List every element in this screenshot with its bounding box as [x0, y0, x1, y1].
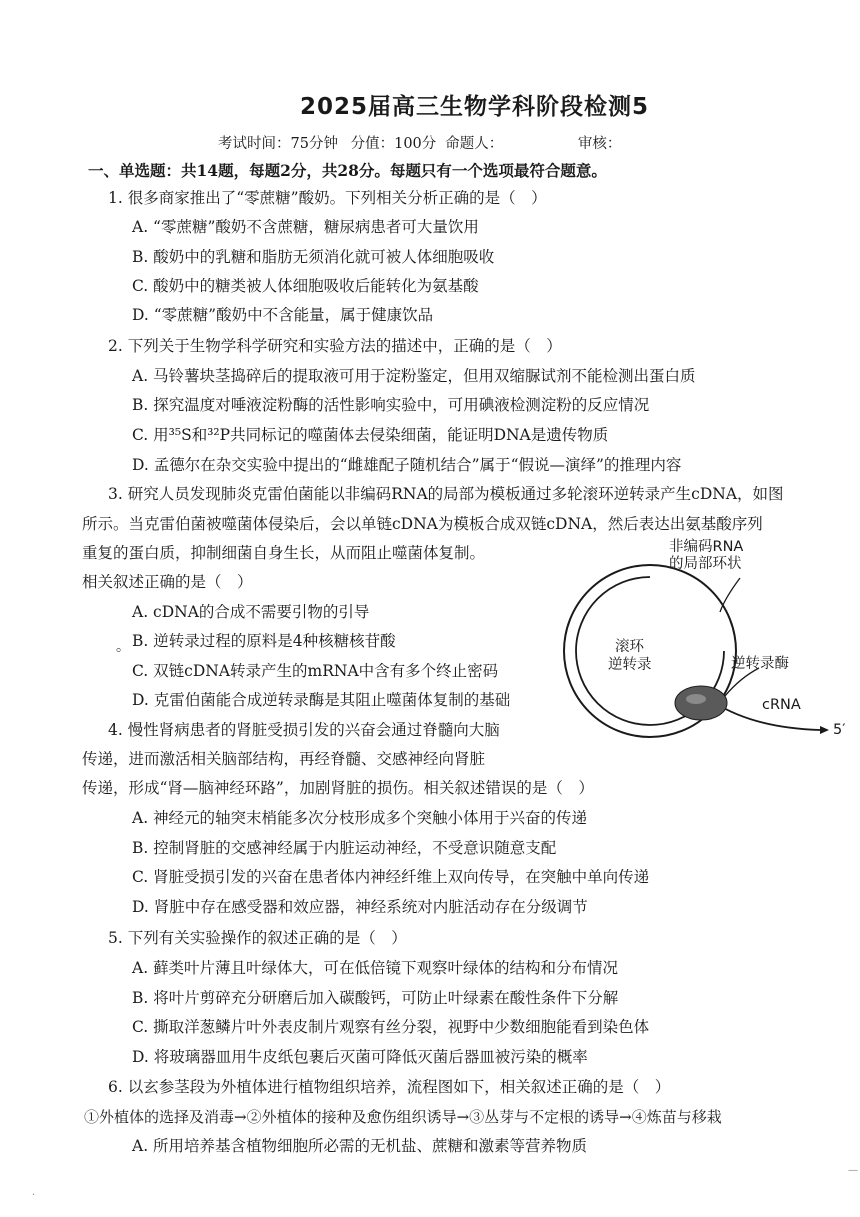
rolling-circle-figure	[555, 538, 855, 758]
exam-meta	[218, 132, 621, 153]
end-label: 5′	[833, 722, 846, 738]
ring-label-line-2: 的局部环状	[669, 556, 742, 572]
center-label-line-2: 逆转录	[608, 657, 652, 673]
option-a: A. 所用培养基含植物细胞所必需的无机盐、蔗糖和激素等营养物质	[132, 1137, 588, 1155]
exam-score: 分值：100分	[350, 136, 437, 152]
option-d: D. “零蔗糖”酸奶中不含能量，属于健康饮品	[132, 306, 434, 324]
question-stem: 5. 下列有关实验操作的叙述正确的是（ ）	[108, 929, 407, 947]
question-stem: 1. 很多商家推出了“零蔗糖”酸奶。下列相关分析正确的是（ ）	[108, 189, 547, 207]
option-d: D. 将玻璃器皿用牛皮纸包裹后灭菌可降低灭菌后器皿被污染的概率	[132, 1048, 588, 1066]
option-d: D. 克雷伯菌能合成逆转录酶是其阻止噬菌体复制的基础	[132, 691, 511, 709]
question-stem-line: 传递，进而激活相关脑部结构，再经脊髓、交感神经向肾脏	[82, 750, 486, 768]
enzyme-label: 逆转录酶	[731, 656, 789, 672]
option-b: B. 将叶片剪碎充分研磨后加入碳酸钙，可防止叶绿素在酸性条件下分解	[132, 989, 619, 1007]
option-b: B. 控制肾脏的交感神经属于内脏运动神经，不受意识随意支配	[132, 839, 557, 857]
option-b: B. 逆转录过程的原料是4种核糖核苷酸	[132, 632, 396, 650]
option-d: D. 肾脏中存在感受器和效应器，神经系统对内脏活动存在分级调节	[132, 898, 588, 916]
section-heading: 一、单选题：共14题，每题2分，共28分。每题只有一个选项最符合题意。	[88, 161, 607, 180]
option-c: C. 酸奶中的糖类被人体细胞吸收后能转化为氨基酸	[132, 277, 479, 295]
scan-mark: ·	[32, 1190, 36, 1201]
question-stem-line: 相关叙述正确的是（ ）	[82, 573, 253, 591]
question-stem-line: 重复的蛋白质，抑制细菌自身生长，从而阻止噬菌体复制。	[82, 544, 486, 562]
page-title: 2025届高三生物学科阶段检测5	[300, 94, 650, 120]
option-c: C. 双链cDNA转录产生的mRNA中含有多个终止密码	[132, 662, 499, 680]
exam-reviewer: 审核：	[577, 136, 622, 152]
blob-highlight	[686, 694, 706, 704]
option-d: D. 孟德尔在杂交实验中提出的“雌雄配子随机结合”属于“假说—演绎”的推理内容	[132, 456, 682, 474]
question-stem-line: 4. 慢性肾病患者的肾脏受损引发的兴奋会通过脊髓向大脑	[108, 721, 500, 739]
question-stem: 2. 下列关于生物学科学研究和实验方法的描述中，正确的是（ ）	[108, 337, 562, 355]
question-stem-line: 传递，形成“肾—脑神经环路”，加剧肾脏的损伤。相关叙述错误的是（ ）	[82, 779, 594, 797]
option-b: B. 酸奶中的乳糖和脂肪无须消化就可被人体细胞吸收	[132, 248, 495, 266]
option-a: A. cDNA的合成不需要引物的引导	[132, 603, 370, 621]
ring-label-line-1: 非编码RNA	[669, 539, 744, 555]
option-c: C. 肾脏受损引发的兴奋在患者体内神经纤维上双向传导，在突触中单向传递	[132, 868, 650, 886]
option-b: B. 探究温度对唾液淀粉酶的活性影响实验中，可用碘液检测淀粉的反应情况	[132, 396, 650, 414]
option-a: A. 马铃薯块茎捣碎后的提取液可用于淀粉鉴定，但用双缩脲试剂不能检测出蛋白质	[132, 367, 696, 385]
option-a: A. 藓类叶片薄且叶绿体大，可在低倍镜下观察叶绿体的结构和分布情况	[132, 959, 619, 977]
option-a: A. 神经元的轴突末梢能多次分枝形成多个突触小体用于兴奋的传递	[132, 809, 588, 827]
arrow-head	[820, 726, 829, 734]
option-a: A. “零蔗糖”酸奶不含蔗糖，糖尿病患者可大量饮用	[132, 218, 479, 236]
question-stem: 6. 以玄参茎段为外植体进行植物组织培养，流程图如下，相关叙述正确的是（ ）	[108, 1078, 671, 1096]
exam-author: 命题人：	[445, 136, 504, 152]
question-stem-line: 3. 研究人员发现肺炎克雷伯菌能以非编码RNA的局部为模板通过多轮滚环逆转录产生cDNA，如图	[108, 485, 784, 503]
center-label-line-1: 滚环	[615, 639, 644, 655]
option-c: C. 用³⁵S和³²P共同标记的噬菌体去侵染细菌，能证明DNA是遗传物质	[132, 426, 609, 444]
exam-time: 考试时间：75分钟	[218, 136, 338, 152]
scan-mark: —	[848, 1165, 858, 1176]
flow-chart-text: ①外植体的选择及消毒→②外植体的接种及愈伤组织诱导→③丛芽与不定根的诱导→④炼苗与移栽	[84, 1108, 722, 1126]
option-c: C. 撕取洋葱鳞片叶外表皮制片观察有丝分裂，视野中少数细胞能看到染色体	[132, 1018, 650, 1036]
strand-label: cRNA	[762, 697, 801, 713]
question-stem-line: 所示。当克雷伯菌被噬菌体侵染后，会以单链cDNA为模板合成双链cDNA，然后表达出氨基酸序列	[82, 515, 763, 533]
stray-mark: 。	[116, 639, 130, 655]
